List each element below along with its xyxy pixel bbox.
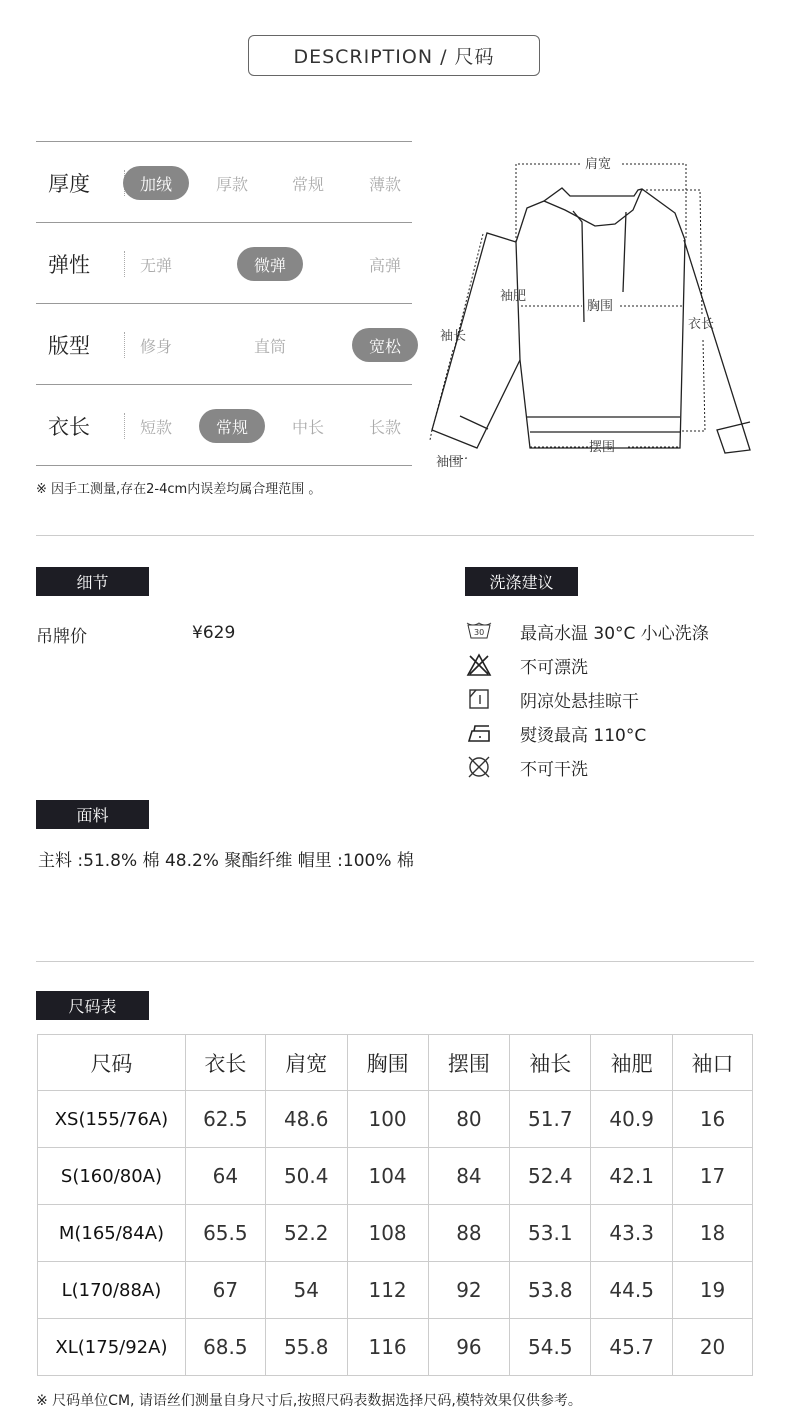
table-cell: 55.8 xyxy=(265,1319,347,1376)
table-cell: 54 xyxy=(265,1262,347,1319)
table-cell: 20 xyxy=(673,1319,753,1376)
attribute-row xyxy=(36,141,412,222)
column-header: 袖肥 xyxy=(591,1035,673,1091)
attribute-option: 修身 xyxy=(139,336,172,356)
divider xyxy=(36,535,754,536)
attribute-option: 直筒 xyxy=(253,336,286,356)
label-sleeve-length: 袖长 xyxy=(440,329,467,344)
table-cell: 80 xyxy=(428,1091,510,1148)
label-shoulder: 肩宽 xyxy=(585,157,612,172)
column-header: 袖口 xyxy=(673,1035,753,1091)
label-length: 衣长 xyxy=(688,317,715,332)
attribute-option: 高弹 xyxy=(368,255,401,275)
table-cell: 51.7 xyxy=(510,1091,591,1148)
attribute-option: 加绒 xyxy=(123,166,189,200)
size-chart-heading: 尺码表 xyxy=(36,991,149,1020)
attribute-label: 弹性 xyxy=(48,253,90,277)
price-value: ¥629 xyxy=(192,623,236,643)
fabric-text: 主料 :51.8% 棉 48.2% 聚酯纤维 帽里 :100% 棉 xyxy=(38,851,414,871)
table-cell: 67 xyxy=(185,1262,265,1319)
table-cell: 52.2 xyxy=(265,1205,347,1262)
table-cell: 19 xyxy=(673,1262,753,1319)
table-cell: XS(155/76A) xyxy=(38,1091,186,1148)
table-row xyxy=(38,1091,753,1148)
iron-110-icon xyxy=(466,720,492,746)
care-text: 熨烫最高 110°C xyxy=(520,725,647,746)
care-item xyxy=(466,616,709,646)
table-cell: L(170/88A) xyxy=(38,1262,186,1319)
svg-text:30: 30 xyxy=(474,628,485,637)
label-chest: 胸围 xyxy=(587,299,614,314)
table-cell: 104 xyxy=(347,1148,428,1205)
table-cell: 48.6 xyxy=(265,1091,347,1148)
section-title: DESCRIPTION / 尺码 xyxy=(248,35,540,76)
table-cell: M(165/84A) xyxy=(38,1205,186,1262)
hoodie-measurement-diagram xyxy=(420,140,770,480)
fabric-heading: 面料 xyxy=(36,800,149,829)
table-cell: 17 xyxy=(673,1148,753,1205)
no-dry-clean-icon xyxy=(466,754,492,780)
care-text: 不可漂洗 xyxy=(520,657,588,678)
size-chart-table xyxy=(37,1034,753,1376)
attribute-option: 长款 xyxy=(368,417,401,437)
table-row xyxy=(38,1262,753,1319)
care-item xyxy=(466,718,646,748)
attribute-option: 短款 xyxy=(139,417,172,437)
label-cuff: 袖围 xyxy=(436,455,463,470)
price-label: 吊牌价 xyxy=(36,627,87,647)
table-cell: 42.1 xyxy=(591,1148,673,1205)
table-row xyxy=(38,1148,753,1205)
care-item xyxy=(466,650,588,680)
attribute-option: 中长 xyxy=(291,417,324,437)
attribute-option: 宽松 xyxy=(352,328,418,362)
table-cell: 64 xyxy=(185,1148,265,1205)
table-cell: 92 xyxy=(428,1262,510,1319)
column-header: 衣长 xyxy=(185,1035,265,1091)
divider xyxy=(36,961,754,962)
measure-note: ※ 因手工测量,存在2-4cm内误差均属合理范围 。 xyxy=(36,482,322,497)
attribute-option: 无弹 xyxy=(139,255,172,275)
care-item xyxy=(466,752,588,782)
attribute-label: 衣长 xyxy=(48,415,90,439)
table-cell: 108 xyxy=(347,1205,428,1262)
divider xyxy=(36,465,412,466)
care-item xyxy=(466,684,639,714)
attribute-row xyxy=(36,222,412,303)
attribute-row xyxy=(36,384,412,465)
care-text: 阴凉处悬挂晾干 xyxy=(520,691,639,712)
table-cell: XL(175/92A) xyxy=(38,1319,186,1376)
table-cell: 54.5 xyxy=(510,1319,591,1376)
table-cell: 112 xyxy=(347,1262,428,1319)
table-cell: 18 xyxy=(673,1205,753,1262)
column-header: 肩宽 xyxy=(265,1035,347,1091)
attribute-option: 厚款 xyxy=(215,174,248,194)
care-heading: 洗涤建议 xyxy=(465,567,578,596)
table-cell: 16 xyxy=(673,1091,753,1148)
table-cell: 40.9 xyxy=(591,1091,673,1148)
table-cell: S(160/80A) xyxy=(38,1148,186,1205)
attribute-option: 常规 xyxy=(199,409,265,443)
table-cell: 43.3 xyxy=(591,1205,673,1262)
attribute-label: 厚度 xyxy=(48,172,90,196)
column-header: 胸围 xyxy=(347,1035,428,1091)
attribute-option: 微弹 xyxy=(237,247,303,281)
label-sleeve-width: 袖肥 xyxy=(500,289,527,304)
table-cell: 84 xyxy=(428,1148,510,1205)
table-cell: 53.1 xyxy=(510,1205,591,1262)
table-row xyxy=(38,1319,753,1376)
table-cell: 100 xyxy=(347,1091,428,1148)
table-header-row xyxy=(38,1035,753,1091)
column-header: 尺码 xyxy=(38,1035,186,1091)
attribute-label: 版型 xyxy=(48,334,90,358)
line-dry-shade-icon xyxy=(466,686,492,712)
size-chart-note: ※ 尺码单位CM, 请语丝们测量自身尺寸后,按照尺码表数据选择尺码,模特效果仅供参考。 xyxy=(36,1393,582,1409)
table-cell: 96 xyxy=(428,1319,510,1376)
table-cell: 44.5 xyxy=(591,1262,673,1319)
care-text: 最高水温 30°C 小心洗涤 xyxy=(520,623,709,644)
table-cell: 68.5 xyxy=(185,1319,265,1376)
attribute-option: 薄款 xyxy=(368,174,401,194)
table-cell: 88 xyxy=(428,1205,510,1262)
care-text: 不可干洗 xyxy=(520,759,588,780)
column-header: 袖长 xyxy=(510,1035,591,1091)
table-cell: 62.5 xyxy=(185,1091,265,1148)
table-cell: 50.4 xyxy=(265,1148,347,1205)
table-cell: 65.5 xyxy=(185,1205,265,1262)
attribute-option: 常规 xyxy=(291,174,324,194)
no-bleach-icon xyxy=(466,652,492,678)
column-header: 摆围 xyxy=(428,1035,510,1091)
table-cell: 52.4 xyxy=(510,1148,591,1205)
attribute-row xyxy=(36,303,412,384)
wash-30-icon xyxy=(466,618,492,644)
table-cell: 45.7 xyxy=(591,1319,673,1376)
table-cell: 53.8 xyxy=(510,1262,591,1319)
table-row xyxy=(38,1205,753,1262)
table-cell: 116 xyxy=(347,1319,428,1376)
label-hem: 摆围 xyxy=(589,440,616,455)
details-heading: 细节 xyxy=(36,567,149,596)
